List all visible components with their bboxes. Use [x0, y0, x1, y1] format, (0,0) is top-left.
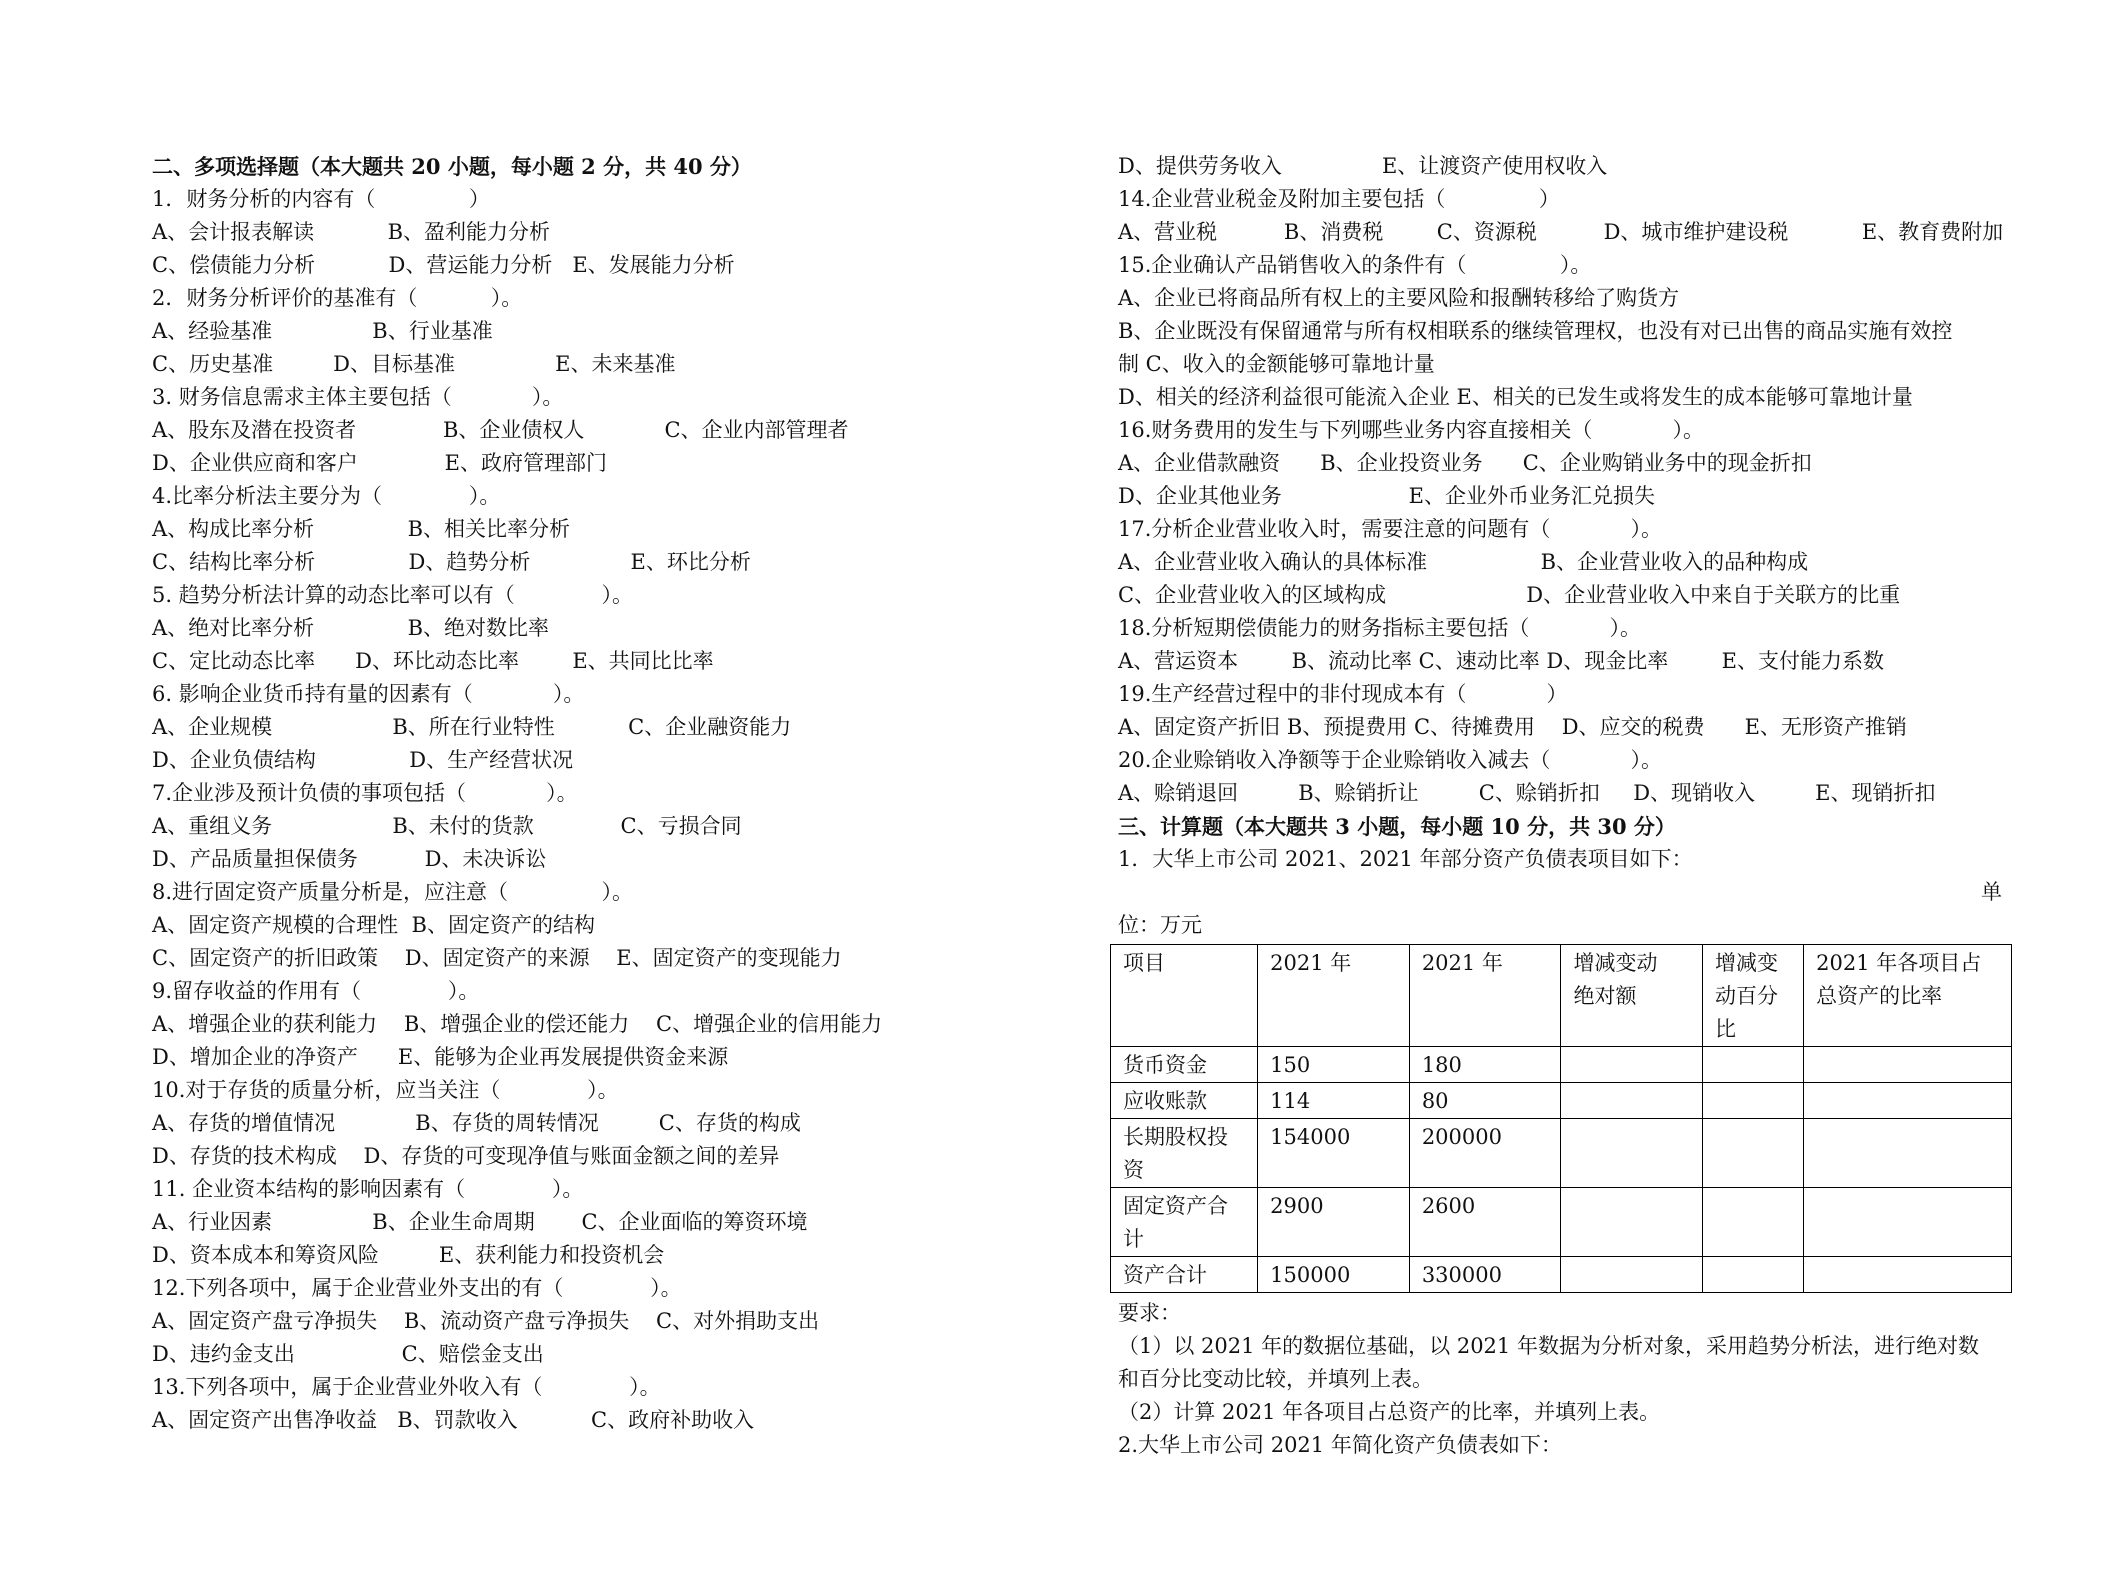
- right-bottom-lines: [1118, 1297, 2018, 1462]
- table-row: [1111, 1257, 2012, 1293]
- text-line: 12.下列各项中，属于企业营业外支出的有（ ）。: [152, 1276, 682, 1300]
- text-line: 二、多项选择题（本大题共 20 小题，每小题 2 分，共 40 分）: [152, 154, 752, 179]
- text-line: A、重组义务 B、未付的货款 C、亏损合同: [152, 814, 742, 838]
- table-cell: 150000: [1258, 1257, 1410, 1293]
- table-cell: [1804, 1047, 2012, 1083]
- table-header-cell: 项目: [1111, 945, 1258, 1047]
- text-line: C、定比动态比率 D、环比动态比率 E、共同比比率: [152, 649, 714, 673]
- text-line: （1）以 2021 年的数据位基础，以 2021 年数据为分析对象，采用趋势分析法，进行绝对数: [1118, 1334, 1979, 1358]
- table-cell: 货币资金: [1111, 1047, 1258, 1083]
- text-line: A、固定资产折旧 B、预提费用 C、待摊费用 D、应交的税费 E、无形资产推销: [1118, 715, 1907, 739]
- text-line: C、企业营业收入的区域构成 D、企业营业收入中来自于关联方的比重: [1118, 583, 1901, 607]
- unit-label-line1: 单: [1981, 880, 2002, 904]
- table-cell: 固定资产合 计: [1111, 1188, 1258, 1257]
- text-line: A、企业营业收入确认的具体标准 B、企业营业收入的品种构成: [1118, 550, 1809, 574]
- table-row: [1111, 1047, 2012, 1083]
- table-cell: [1804, 1119, 2012, 1188]
- text-line: D、企业其他业务 E、企业外币业务汇兑损失: [1118, 484, 1655, 508]
- text-line: A、股东及潜在投资者 B、企业债权人 C、企业内部管理者: [152, 418, 849, 442]
- text-line: 三、计算题（本大题共 3 小题，每小题 10 分，共 30 分）: [1118, 814, 1676, 839]
- table-cell: 应收账款: [1111, 1083, 1258, 1119]
- text-line: 9.留存收益的作用有（ ）。: [152, 979, 480, 1003]
- text-line: C、固定资产的折旧政策 D、固定资产的来源 E、固定资产的变现能力: [152, 946, 842, 970]
- table-cell: [1561, 1119, 1703, 1188]
- text-line: A、行业因素 B、企业生命周期 C、企业面临的筹资环境: [152, 1210, 808, 1234]
- table-header-cell: 2021 年: [1409, 945, 1561, 1047]
- table-cell: 154000: [1258, 1119, 1410, 1188]
- text-line: 19.生产经营过程中的非付现成本有（ ）: [1118, 682, 1568, 706]
- table-cell: [1561, 1047, 1703, 1083]
- table-cell: 180: [1409, 1047, 1561, 1083]
- text-line: A、存货的增值情况 B、存货的周转情况 C、存货的构成: [152, 1111, 801, 1135]
- table-cell: [1804, 1083, 2012, 1119]
- text-line: 1．财务分析的内容有（ ）: [152, 187, 490, 211]
- table-header-row: [1111, 945, 2012, 1047]
- text-line: A、营运资本 B、流动比率 C、速动比率 D、现金比率 E、支付能力系数: [1118, 649, 1884, 673]
- text-line: C、历史基准 D、目标基准 E、未来基准: [152, 352, 676, 376]
- text-line: A、会计报表解读 B、盈利能力分析: [152, 220, 551, 244]
- table-header-cell: 增减变动 绝对额: [1561, 945, 1703, 1047]
- table-row: [1111, 1119, 2012, 1188]
- text-line: A、赊销退回 B、赊销折让 C、赊销折扣 D、现销收入 E、现销折扣: [1118, 781, 1936, 805]
- text-line: A、固定资产盘亏净损失 B、流动资产盘亏净损失 C、对外捐助支出: [152, 1309, 820, 1333]
- text-line: 18.分析短期偿债能力的财务指标主要包括（ ）。: [1118, 616, 1641, 640]
- table-cell: [1703, 1119, 1804, 1188]
- text-line: 2.大华上市公司 2021 年简化资产负债表如下：: [1118, 1433, 1562, 1457]
- text-line: 5. 趋势分析法计算的动态比率可以有（ ）。: [152, 583, 633, 607]
- table-cell: 114: [1258, 1083, 1410, 1119]
- text-line: 制 C、收入的金额能够可靠地计量: [1118, 352, 1435, 376]
- text-line: 10.对于存货的质量分析，应当关注（ ）。: [152, 1078, 619, 1102]
- text-line: 1．大华上市公司 2021、2021 年部分资产负债表项目如下：: [1118, 847, 1693, 871]
- text-line: A、增强企业的获利能力 B、增强企业的偿还能力 C、增强企业的信用能力: [152, 1012, 883, 1036]
- text-line: D、存货的技术构成 D、存货的可变现净值与账面金额之间的差异: [152, 1144, 780, 1168]
- table-cell: [1703, 1188, 1804, 1257]
- unit-label-line2: 位：万元: [1118, 913, 1202, 937]
- text-line: D、企业负债结构 D、生产经营状况: [152, 748, 574, 772]
- table-header-cell: 2021 年各项目占 总资产的比率: [1804, 945, 2012, 1047]
- text-line: D、企业供应商和客户 E、政府管理部门: [152, 451, 607, 475]
- text-line: A、固定资产出售净收益 B、罚款收入 C、政府补助收入: [152, 1408, 755, 1432]
- table-cell: 长期股权投 资: [1111, 1119, 1258, 1188]
- text-line: D、相关的经济利益很可能流入企业 E、相关的已发生或将发生的成本能够可靠地计量: [1118, 385, 1913, 409]
- table-header-cell: 增减变 动百分 比: [1703, 945, 1804, 1047]
- text-line: D、违约金支出 C、赔偿金支出: [152, 1342, 544, 1366]
- text-line: A、绝对比率分析 B、绝对数比率: [152, 616, 550, 640]
- text-line: 13.下列各项中，属于企业营业外收入有（ ）。: [152, 1375, 661, 1399]
- text-line: 2．财务分析评价的基准有（ ）。: [152, 286, 523, 310]
- table-header-cell: 2021 年: [1258, 945, 1410, 1047]
- text-line: A、固定资产规模的合理性 B、固定资产的结构: [152, 913, 595, 937]
- text-line: C、偿债能力分析 D、营运能力分析 E、发展能力分析: [152, 253, 735, 277]
- text-line: A、构成比率分析 B、相关比率分析: [152, 517, 571, 541]
- table-cell: [1804, 1188, 2012, 1257]
- text-line: 和百分比变动比较，并填列上表。: [1118, 1367, 1433, 1391]
- text-line: 16.财务费用的发生与下列哪些业务内容直接相关（ ）。: [1118, 418, 1704, 442]
- text-line: 11. 企业资本结构的影响因素有（ ）。: [152, 1177, 584, 1201]
- text-line: 4.比率分析法主要分为（ ）。: [152, 484, 501, 508]
- table-cell: [1561, 1083, 1703, 1119]
- right-column: [1118, 150, 2018, 1462]
- table-cell: 330000: [1409, 1257, 1561, 1293]
- text-line: A、企业规模 B、所在行业特性 C、企业融资能力: [152, 715, 792, 739]
- text-line: D、增加企业的净资产 E、能够为企业再发展提供资金来源: [152, 1045, 729, 1069]
- text-line: A、企业已将商品所有权上的主要风险和报酬转移给了购货方: [1118, 286, 1680, 310]
- text-line: 7.企业涉及预计负债的事项包括（ ）。: [152, 781, 578, 805]
- table-cell: [1561, 1257, 1703, 1293]
- text-line: 6. 影响企业货币持有量的因素有（ ）。: [152, 682, 585, 706]
- right-top-lines: [1118, 150, 2018, 876]
- table-cell: 150: [1258, 1047, 1410, 1083]
- text-line: C、结构比率分析 D、趋势分析 E、环比分析: [152, 550, 751, 574]
- text-line: 15.企业确认产品销售收入的条件有（ ）。: [1118, 253, 1592, 277]
- table-cell: [1703, 1083, 1804, 1119]
- text-line: 14.企业营业税金及附加主要包括（ ）: [1118, 187, 1560, 211]
- text-line: （2）计算 2021 年各项目占总资产的比率，并填列上表。: [1118, 1400, 1661, 1424]
- text-line: B、企业既没有保留通常与所有权相联系的继续管理权，也没有对已出售的商品实施有效控: [1118, 319, 1953, 343]
- table-row: [1111, 1188, 2012, 1257]
- table-cell: 200000: [1409, 1119, 1561, 1188]
- text-line: 要求：: [1118, 1301, 1181, 1325]
- text-line: 3. 财务信息需求主体主要包括（ ）。: [152, 385, 564, 409]
- table-cell: [1804, 1257, 2012, 1293]
- text-line: 8.进行固定资产质量分析是，应注意（ ）。: [152, 880, 633, 904]
- text-line: 17.分析企业营业收入时，需要注意的问题有（ ）。: [1118, 517, 1662, 541]
- table-cell: 2900: [1258, 1188, 1410, 1257]
- table-cell: [1703, 1047, 1804, 1083]
- text-line: D、资本成本和筹资风险 E、获利能力和投资机会: [152, 1243, 665, 1267]
- table-row: [1111, 1083, 2012, 1119]
- table-cell: 资产合计: [1111, 1257, 1258, 1293]
- table-cell: [1703, 1257, 1804, 1293]
- text-line: D、产品质量担保债务 D、未决诉讼: [152, 847, 547, 871]
- table-cell: [1561, 1188, 1703, 1257]
- left-column: [152, 150, 1072, 1437]
- text-line: 20.企业赊销收入净额等于企业赊销收入减去（ ）。: [1118, 748, 1662, 772]
- text-line: A、经验基准 B、行业基准: [152, 319, 493, 343]
- balance-sheet-table: [1110, 944, 2012, 1293]
- text-line: A、营业税 B、消费税 C、资源税 D、城市维护建设税 E、教育费附加: [1118, 220, 2004, 244]
- text-line: A、企业借款融资 B、企业投资业务 C、企业购销业务中的现金折扣: [1118, 451, 1812, 475]
- text-line: D、提供劳务收入 E、让渡资产使用权收入: [1118, 154, 1608, 178]
- table-cell: 80: [1409, 1083, 1561, 1119]
- table-cell: 2600: [1409, 1188, 1561, 1257]
